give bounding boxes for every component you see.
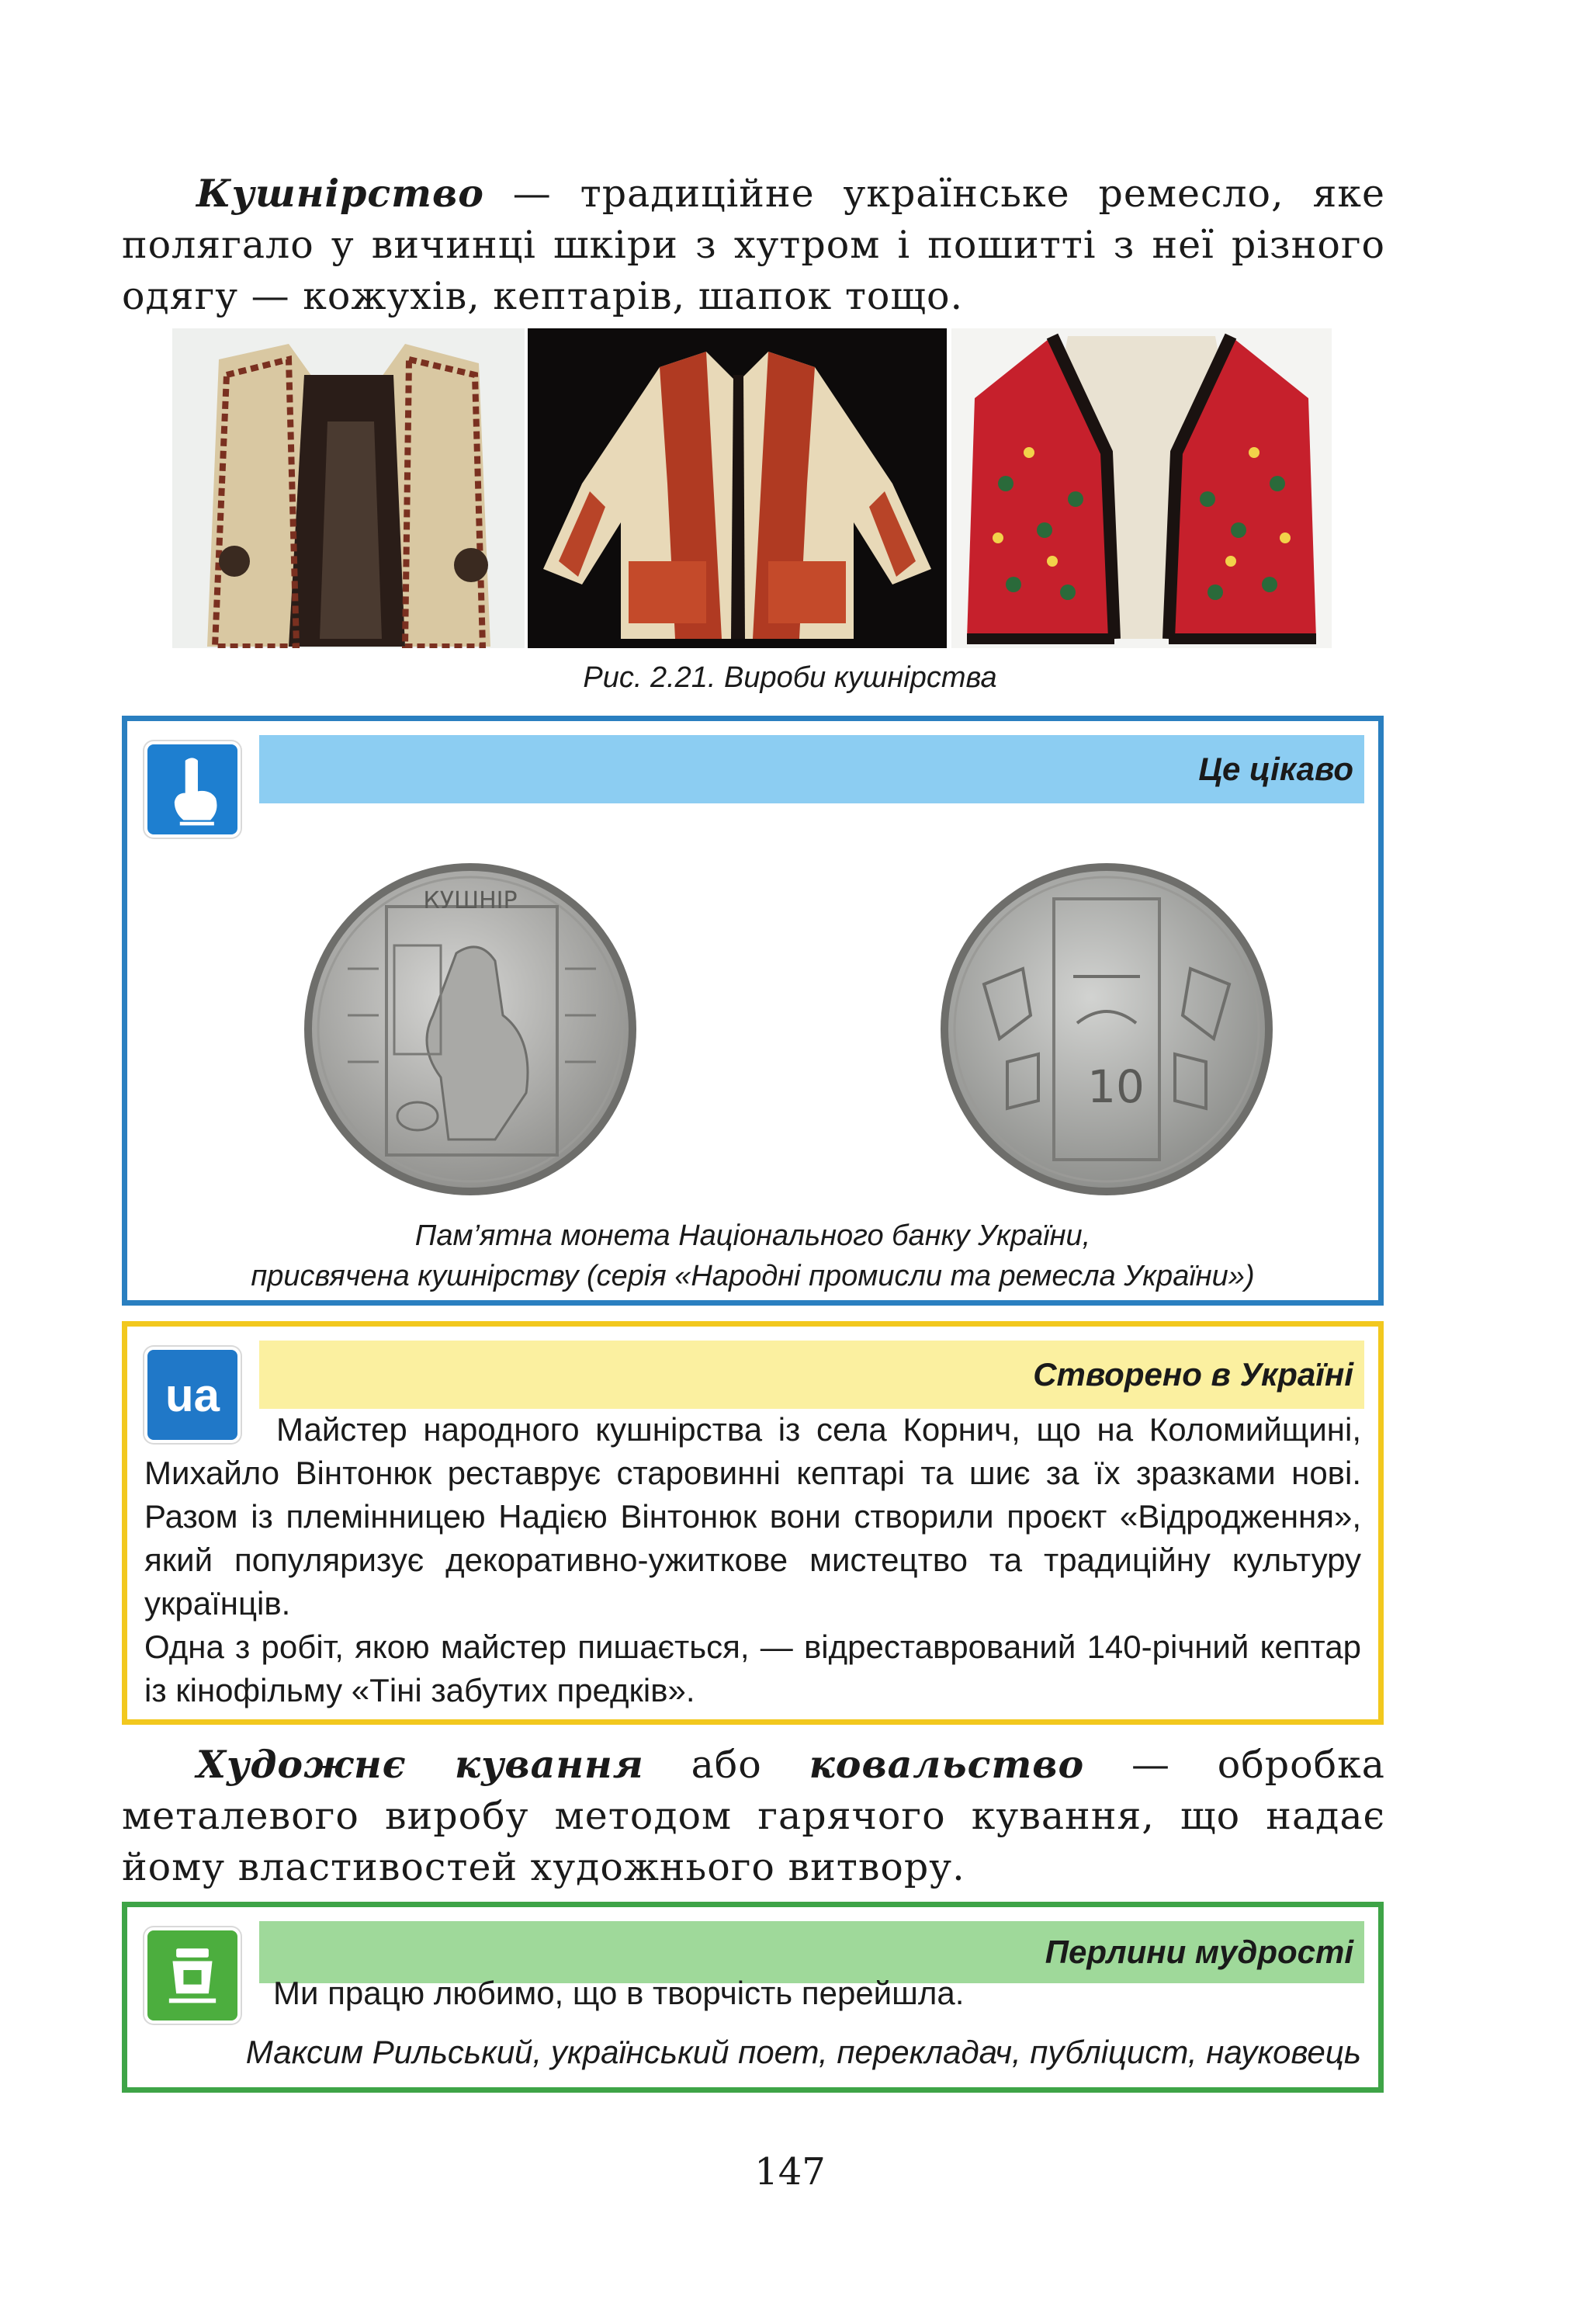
term-blacksmithing: ковальство xyxy=(809,1742,1085,1787)
coin-obverse xyxy=(301,860,639,1198)
intro-text: — традиційне українське ремесло, яке полягало у вичинці шкіри з хутром і пошитті з неї різного одягу — кожухів, кептарів, шапок тощо. xyxy=(122,172,1385,318)
forging-text: — обробка металевого виробу методом гарячого кування, що надає йому властивостей художнього витвору. xyxy=(122,1743,1386,1889)
wisdom-author: Максим Рильський, український поет, перекладач, публіцист, науковець xyxy=(245,2034,1361,2070)
coin-caption xyxy=(124,1216,1381,1296)
term-kushnirstvo: Кушнірство xyxy=(196,171,484,216)
coin-obverse-text: КУШНІР xyxy=(423,887,518,914)
coin-caption-line1: Пам’ятна монета Національного банку України, xyxy=(414,1219,1091,1252)
coin-value: 10 xyxy=(1087,1060,1145,1113)
hand-finger-icon xyxy=(144,741,241,838)
forging-paragraph xyxy=(122,1739,1385,1893)
wisdom-quote: Ми працю любимо, що в творчість перейшла. xyxy=(273,1975,965,2011)
ua-icon-text: ua xyxy=(165,1368,220,1421)
photo-fur-vest xyxy=(172,328,525,648)
interesting-box-title: Це цікаво xyxy=(259,735,1364,803)
book-lamp-icon xyxy=(144,1927,241,2024)
wisdom-box-title: Перлини мудрості xyxy=(259,1921,1364,1983)
intro-paragraph xyxy=(122,168,1385,322)
coin-reverse xyxy=(937,860,1276,1198)
ukraine-text-paragraph-2: Одна з робіт, якою майстер пишається, — відреставрований 140-річний кептар із кінофільму «Тіні забутих предків». xyxy=(144,1629,1361,1708)
ukraine-text-paragraph-1: Майстер народного кушнірства із села Корнич, що на Коломийщині, Михайло Вінтонюк реставрує старовинні кептарі та шиє за їх зразками нові. Разом із племінницею Надією Вінтонюк вони створили проєкт «Відродження», який популяризує декоративно-ужиткове мистецтво та традиційну культуру українців. xyxy=(144,1411,1361,1622)
photo-embroidered-jacket xyxy=(528,328,947,648)
photo-red-vest xyxy=(951,328,1332,648)
forging-or: або xyxy=(643,1743,809,1787)
ukraine-box-title: Створено в Україні xyxy=(259,1341,1364,1409)
ukraine-box-text xyxy=(144,1408,1361,1712)
coin-caption-line2: присвячена кушнірству (серія «Народні промисли та ремесла України») xyxy=(251,1260,1255,1292)
figure-caption: Рис. 2.21. Вироби кушнірства xyxy=(583,661,997,694)
term-artistic-forging: Художнє кування xyxy=(196,1742,644,1787)
page-number: 147 xyxy=(754,2150,826,2194)
